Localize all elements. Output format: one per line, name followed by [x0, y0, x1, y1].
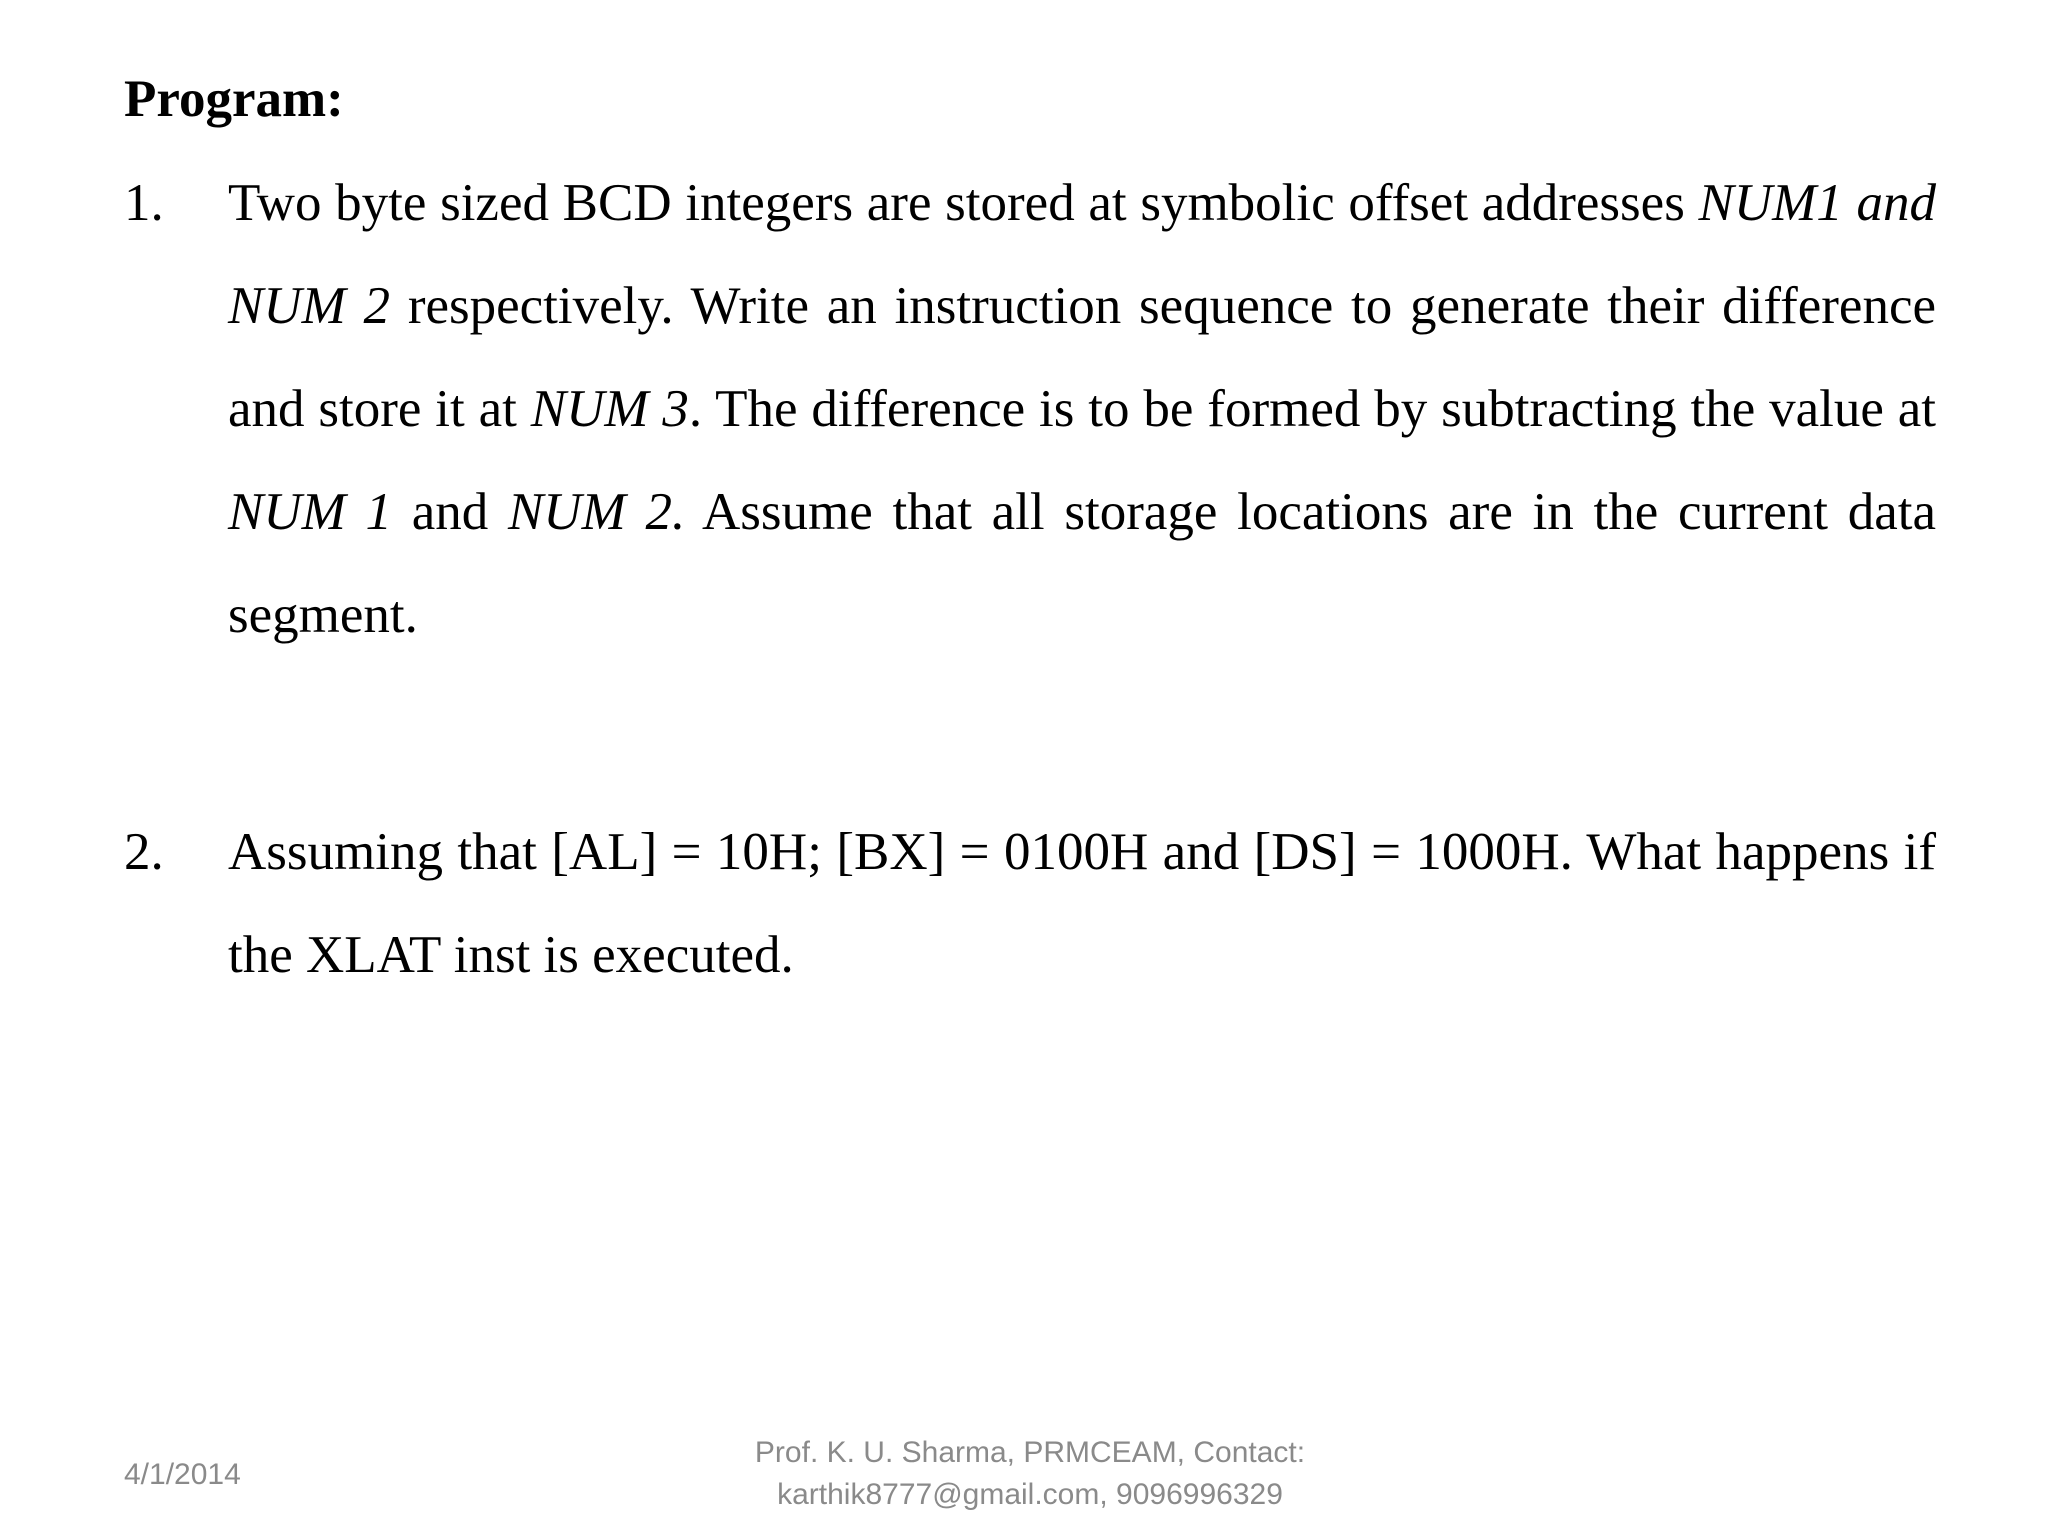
question-1-number: 1.	[124, 174, 164, 232]
num1-symbol: NUM 1	[228, 483, 392, 541]
footer-credit	[700, 1432, 1360, 1516]
footer-credit-line-1: Prof. K. U. Sharma, PRMCEAM, Contact:	[754, 1436, 1306, 1469]
question-1-text: Two byte sized BCD integers are stored at symbolic offset addresses NUM1 and NUM 2 respectively. Write an instruction sequence to generate their difference and store it at NUM 3. The difference is to be formed by subtracting the value at NUM 1 and NUM 2. Assume that all storage locations are in the current data segment.	[228, 174, 1937, 644]
question-2	[124, 801, 1936, 1007]
question-2-number: 2.	[124, 823, 164, 881]
num2-symbol: NUM 2.	[507, 483, 686, 541]
question-1	[124, 152, 1936, 667]
num1-num2-symbol: NUM1 and NUM 2	[228, 174, 1936, 335]
slide-title: Program:	[124, 70, 344, 128]
num3-symbol: NUM 3	[530, 380, 689, 438]
footer-date: 4/1/2014	[124, 1458, 241, 1491]
footer-credit-line-2: karthik8777@gmail.com, 9096996329	[777, 1478, 1283, 1511]
question-2-text: Assuming that [AL] = 10H; [BX] = 0100H and [DS] = 1000H. What happens if the XLAT inst is executed.	[228, 823, 1936, 984]
